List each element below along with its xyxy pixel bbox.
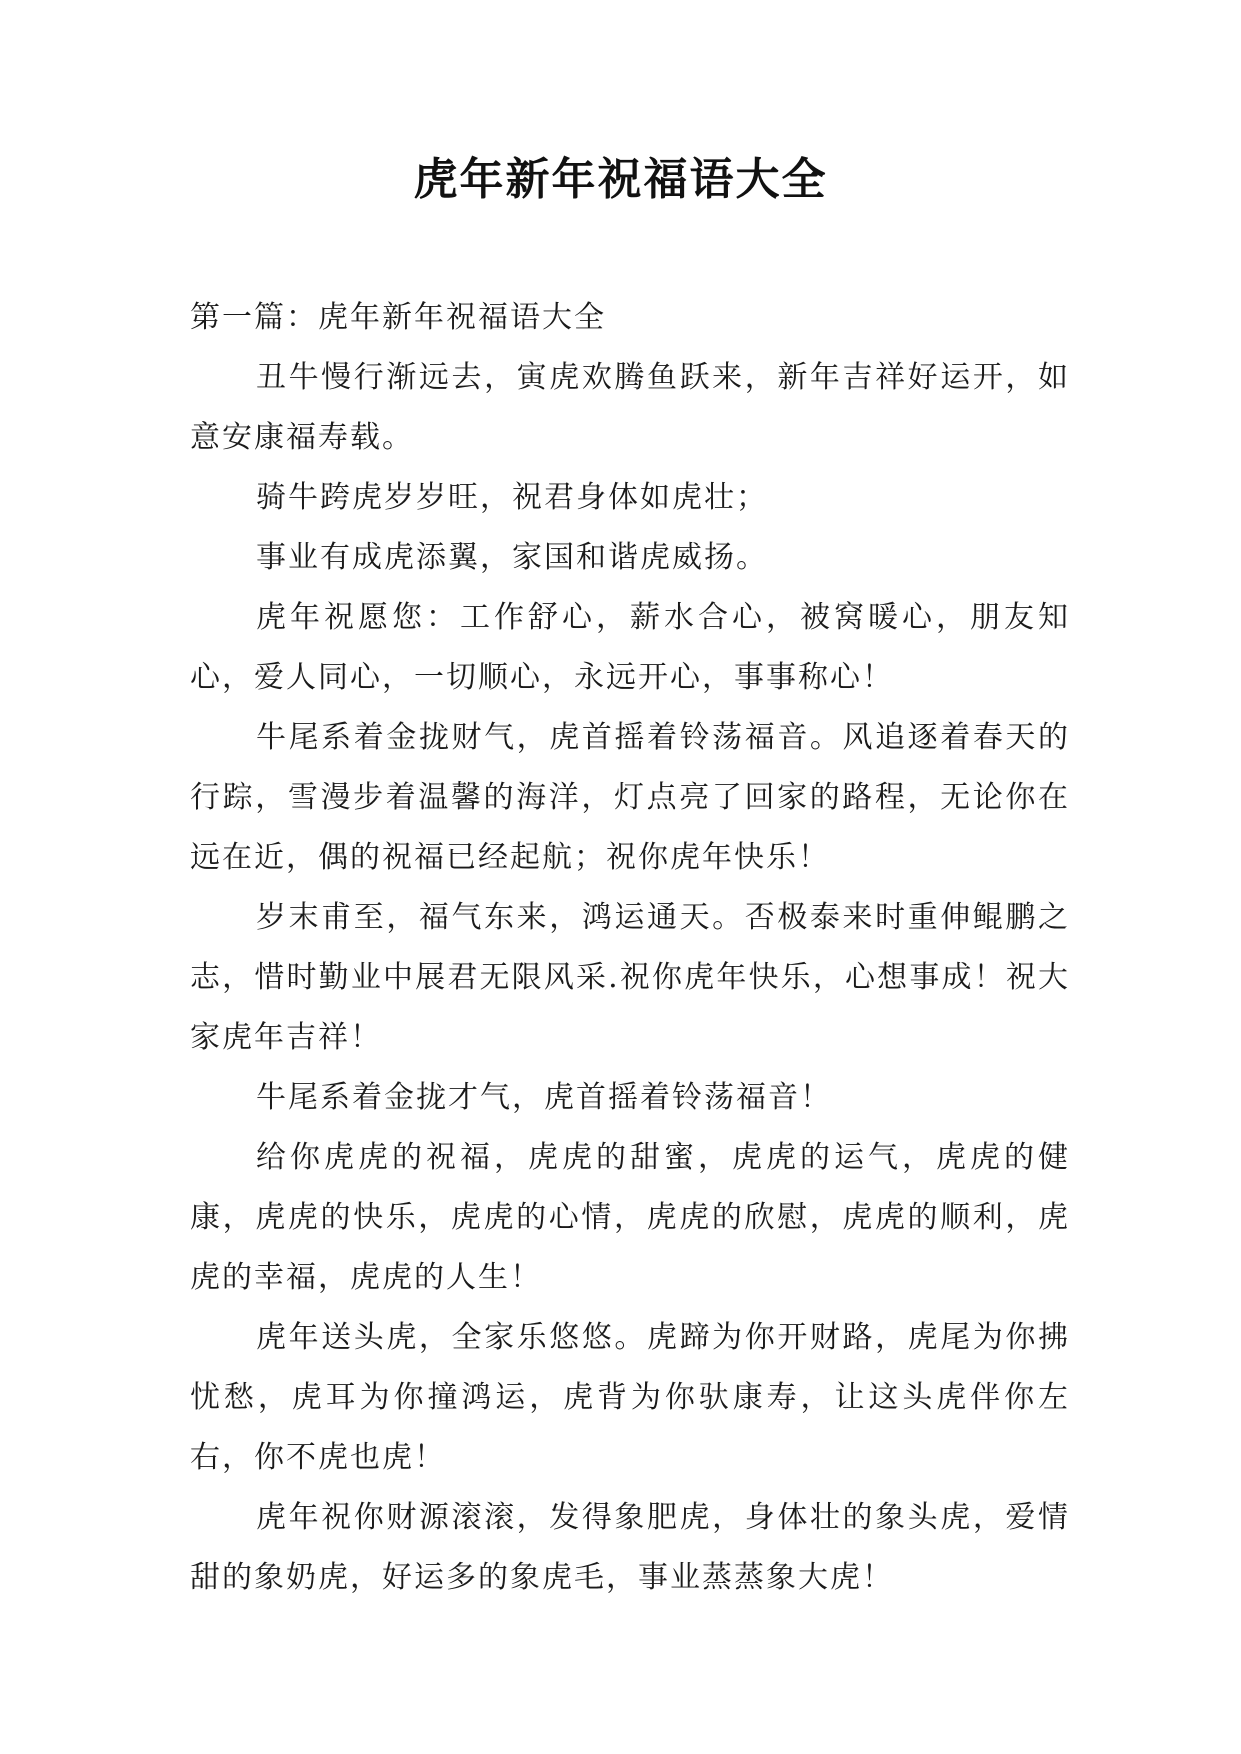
section-heading: 第一篇：虎年新年祝福语大全 — [190, 300, 606, 335]
paragraph: 骑牛跨虎岁岁旺，祝君身体如虎壮； — [256, 480, 768, 515]
document-body — [190, 288, 1070, 1608]
paragraph: 虎年祝愿您：工作舒心，薪水合心，被窝暖心，朋友知心，爱人同心，一切顺心，永远开心，事事称心！ — [190, 600, 1070, 695]
paragraph: 牛尾系着金拢才气，虎首摇着铃荡福音！ — [256, 1080, 832, 1115]
paragraph: 牛尾系着金拢财气，虎首摇着铃荡福音。风追逐着春天的行踪，雪漫步着温馨的海洋，灯点亮了回家的路程，无论你在远在近，偶的祝福已经起航；祝你虎年快乐！ — [190, 720, 1070, 875]
paragraph: 岁末甫至，福气东来，鸿运通天。否极泰来时重伸鲲鹏之志，惜时勤业中展君无限风采.祝你虎年快乐，心想事成！祝大家虎年吉祥！ — [190, 900, 1070, 1055]
paragraph: 虎年祝你财源滚滚，发得象肥虎，身体壮的象头虎，爱情甜的象奶虎，好运多的象虎毛，事业蒸蒸象大虎！ — [190, 1500, 1070, 1595]
document-title: 虎年新年祝福语大全 — [413, 154, 828, 205]
paragraph: 丑牛慢行渐远去，寅虎欢腾鱼跃来，新年吉祥好运开，如意安康福寿载。 — [190, 360, 1070, 455]
paragraph: 给你虎虎的祝福，虎虎的甜蜜，虎虎的运气，虎虎的健康，虎虎的快乐，虎虎的心情，虎虎的欣慰，虎虎的顺利，虎虎的幸福，虎虎的人生！ — [190, 1140, 1070, 1295]
paragraph: 事业有成虎添翼，家国和谐虎威扬。 — [256, 540, 768, 575]
paragraph: 虎年送头虎，全家乐悠悠。虎蹄为你开财路，虎尾为你拂忧愁，虎耳为你撞鸿运，虎背为你驮康寿，让这头虎伴你左右，你不虎也虎！ — [190, 1320, 1070, 1475]
